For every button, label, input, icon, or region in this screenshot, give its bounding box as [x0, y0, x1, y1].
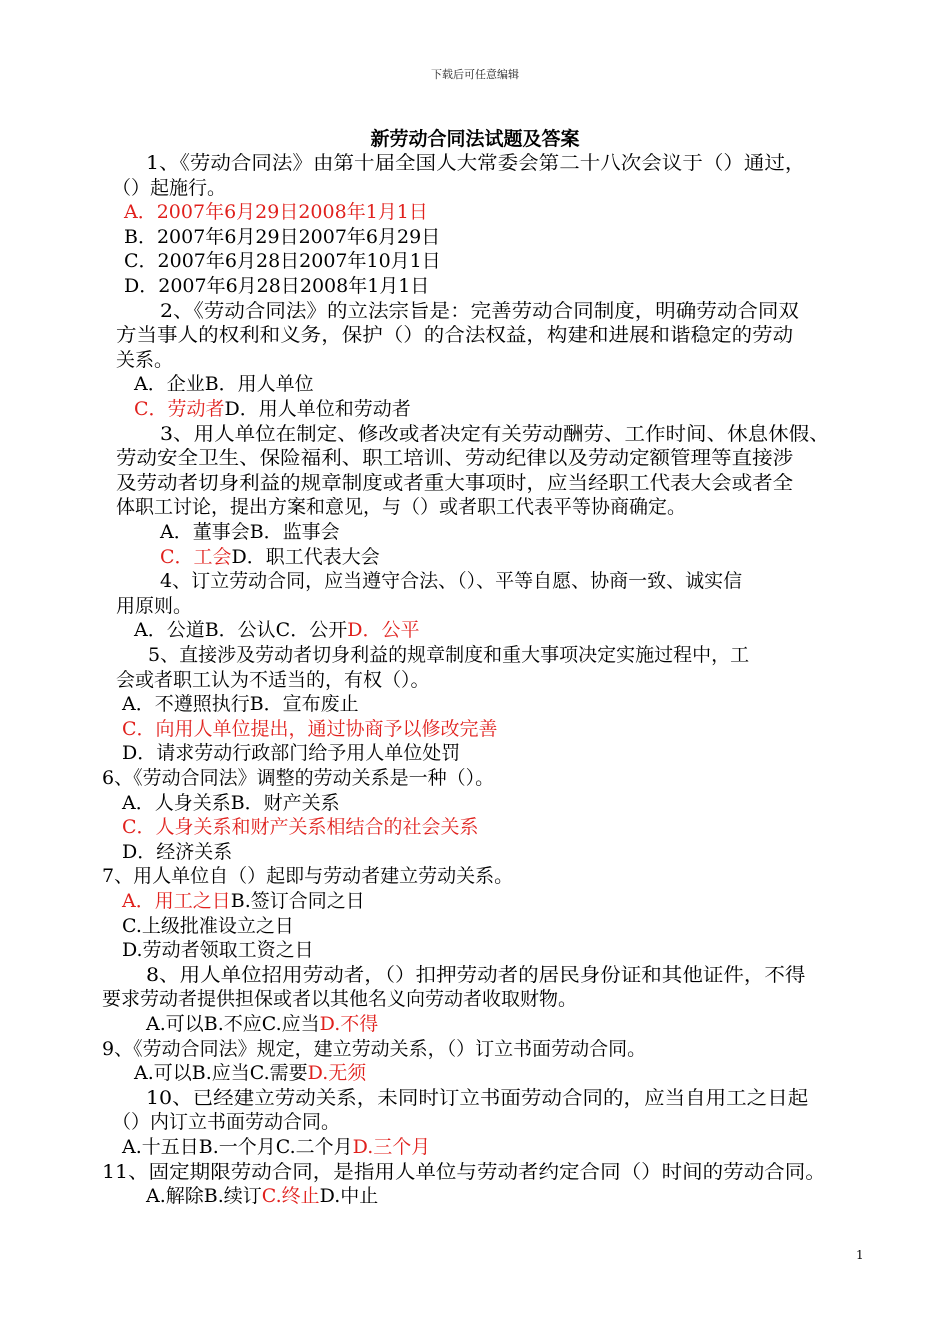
text-segment: A．企业B．用人单位 [134, 373, 314, 396]
text-segment: A．董事会B．监事会 [160, 521, 340, 543]
text-segment: 8、用人单位招用劳动者，（）扣押劳动者的居民身份证和其他证件，不得 [146, 963, 806, 986]
answer-highlight: C．劳动者 [134, 398, 225, 420]
answer-highlight: C．人身关系和财产关系相结合的社会关系 [122, 816, 479, 839]
text-segment: D．经济关系 [122, 840, 233, 863]
text-line [102, 864, 513, 889]
text-segment: 关系。 [116, 348, 174, 371]
text-line [134, 397, 411, 422]
text-line [124, 249, 441, 274]
text-line [122, 938, 314, 963]
text-line [122, 1135, 430, 1160]
answer-highlight: D.不得 [319, 1013, 379, 1035]
text-line [122, 889, 365, 914]
text-segment: 6、《劳动合同法》调整的劳动关系是一种（）。 [102, 767, 495, 789]
text-segment: 7、用人单位自（）起即与劳动者建立劳动关系。 [102, 865, 514, 888]
text-line [102, 987, 577, 1012]
text-segment: 11、固定期限劳动合同，是指用人单位与劳动者约定合同（）时间的劳动合同。 [102, 1160, 826, 1183]
text-line [122, 914, 294, 939]
text-segment: A.解除B.续订 [146, 1185, 262, 1208]
text-line [124, 225, 440, 250]
text-segment: 会或者职工认为不适当的，有权（）。 [116, 668, 430, 691]
text-line [160, 422, 830, 447]
text-segment: A.十五日B.一个月C.二个月 [122, 1136, 353, 1158]
text-segment: A．人身关系B．财产关系 [122, 791, 340, 814]
answer-highlight: D.无须 [307, 1062, 367, 1085]
text-line [116, 668, 430, 693]
text-line [122, 717, 498, 742]
text-segment: 10、已经建立劳动关系，未同时订立书面劳动合同的，应当自用工之日起 [146, 1086, 809, 1109]
text-segment: 9、《劳动合同法》规定，建立劳动关系，（）订立书面劳动合同。 [102, 1037, 647, 1060]
text-segment: B.签订合同之日 [230, 890, 365, 912]
text-segment: 用原则。 [116, 594, 193, 617]
answer-highlight: C．工会 [160, 545, 232, 568]
text-line [124, 274, 429, 299]
text-segment: 3、用人单位在制定、修改或者决定有关劳动酬劳、工作时间、休息休假、 [160, 422, 830, 445]
text-line [116, 348, 173, 373]
text-segment: B．2007年6月29日2007年6月29日 [124, 225, 441, 248]
text-line [146, 1012, 378, 1037]
text-line [116, 594, 192, 619]
answer-highlight: C．向用人单位提出，通过协商予以修改完善 [122, 717, 498, 740]
text-line [112, 1110, 340, 1135]
text-line [122, 815, 479, 840]
text-segment: 及劳动者切身利益的规章制度或者重大事项时，应当经职工代表大会或者全 [116, 471, 794, 494]
text-segment: A.可以B.应当C.需要 [134, 1062, 308, 1085]
text-segment: 5、直接涉及劳动者切身利益的规章制度和重大事项决定实施过程中，工 [148, 644, 750, 666]
text-segment: 2、《劳动合同法》的立法宗旨是：完善劳动合同制度，明确劳动合同双 [160, 299, 799, 322]
text-segment: 劳动安全卫生、保险福利、职工培训、劳动纪律以及劳动定额管理等直接涉 [116, 447, 794, 470]
text-line [160, 520, 340, 545]
text-segment: A．公道B．公认C．公开 [134, 619, 348, 642]
text-segment: 4、订立劳动合同，应当遵守合法、（）、平等自愿、协商一致、诚实信 [160, 570, 743, 593]
text-segment: 1、《劳动合同法》由第十届全国人大常委会第二十八次会议于（）通过， [146, 152, 806, 174]
text-line [134, 618, 419, 643]
text-line [122, 692, 359, 717]
text-line [134, 1061, 366, 1086]
page-number: 1 [856, 1248, 864, 1262]
text-line [116, 471, 793, 496]
text-line [146, 963, 805, 988]
answer-highlight: D.三个月 [352, 1136, 431, 1158]
text-line [102, 1160, 826, 1185]
text-line [122, 741, 460, 766]
text-line [116, 495, 686, 520]
text-line [116, 323, 793, 348]
text-segment: D．2007年6月28日2008年1月1日 [124, 275, 430, 297]
text-line [160, 545, 380, 570]
text-segment: A.可以B.不应C.应当 [146, 1013, 320, 1035]
text-segment: D．请求劳动行政部门给予用人单位处罚 [122, 742, 461, 765]
answer-highlight: A．2007年6月29日2008年1月1日 [124, 201, 428, 224]
page-header: 下载后可任意编辑 [431, 68, 519, 81]
text-line [124, 200, 428, 225]
text-line [122, 791, 340, 816]
text-segment: （）内订立书面劳动合同。 [112, 1111, 341, 1134]
text-segment: 方当事人的权利和义务，保护（）的合法权益，构建和进展和谐稳定的劳动 [116, 324, 794, 347]
text-line [102, 766, 494, 791]
text-line [160, 299, 799, 324]
text-line [146, 1184, 378, 1209]
text-segment: D.劳动者领取工资之日 [122, 939, 314, 962]
text-line [146, 151, 805, 176]
text-segment: D.中止 [319, 1185, 379, 1208]
answer-highlight: C.终止 [261, 1185, 320, 1208]
answer-highlight: A．用工之日 [122, 890, 231, 912]
text-segment: A．不遵照执行B．宣布废止 [122, 693, 359, 716]
text-segment: 体职工讨论，提出方案和意见，与（）或者职工代表平等协商确定。 [116, 496, 687, 519]
text-segment: （）起施行。 [112, 176, 227, 199]
text-segment: 要求劳动者提供担保或者以其他名义向劳动者收取财物。 [102, 988, 578, 1011]
text-segment: C.上级批准设立之日 [122, 914, 294, 937]
text-line [102, 1037, 646, 1062]
text-line [134, 372, 314, 397]
text-segment: C．2007年6月28日2007年10月1日 [124, 250, 441, 273]
text-line [148, 643, 749, 668]
text-segment: D．用人单位和劳动者 [224, 398, 411, 420]
document-title: 新劳动合同法试题及答案 [370, 128, 580, 150]
text-line [116, 446, 793, 471]
text-line [146, 1086, 808, 1111]
text-segment: D．职工代表大会 [231, 545, 380, 568]
text-line [112, 176, 226, 201]
text-line [160, 569, 742, 594]
text-line [122, 840, 232, 865]
answer-highlight: D．公平 [347, 619, 420, 642]
